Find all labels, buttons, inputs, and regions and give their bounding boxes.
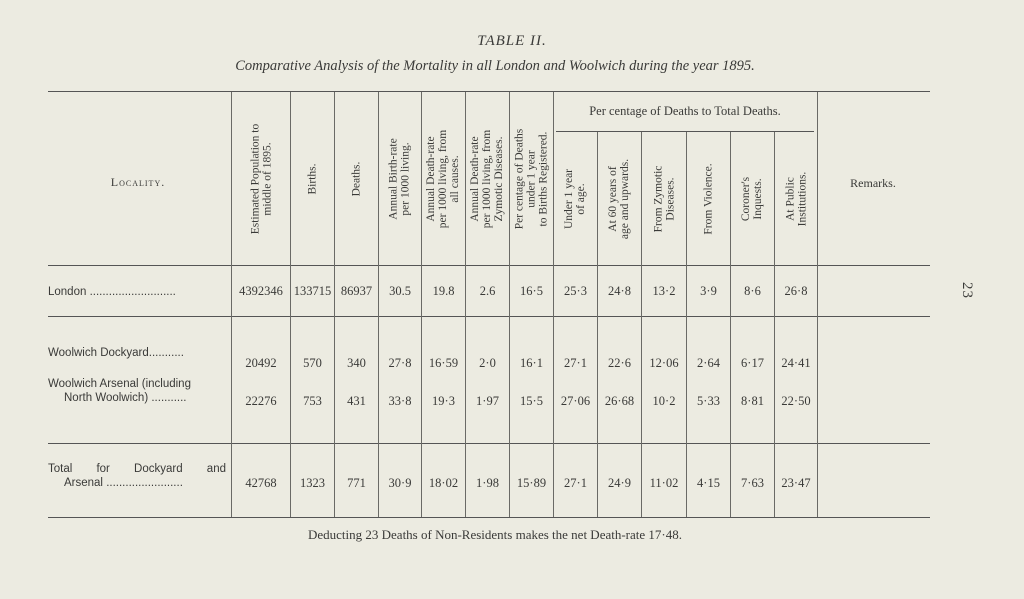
table-cell: 19.8 [432, 284, 455, 298]
header-bottom-rule [48, 265, 930, 266]
row-label-arsenal: Woolwich Arsenal (including North Woolwich) ........... [48, 378, 191, 404]
column-divider [817, 92, 818, 517]
page-number: 23 [959, 282, 975, 299]
bottom-rule [48, 517, 930, 518]
table-cell: 15·5 [520, 394, 543, 408]
header-violence: From Violence. [702, 163, 715, 235]
table-cell: 1323 [300, 476, 325, 490]
table-cell: 27·8 [388, 356, 412, 370]
header-under-1: Under 1 year of age. [563, 168, 588, 230]
table-cell: 16·1 [520, 356, 543, 370]
group-underline [556, 131, 814, 132]
arsenal-bottom-rule [48, 443, 930, 444]
header-population: Estimated Population to middle of 1895. [249, 123, 273, 235]
table-cell: 16·59 [428, 356, 459, 370]
table-cell: 753 [303, 394, 322, 408]
table-cell: 431 [347, 394, 366, 408]
table-cell: 26·68 [604, 394, 635, 408]
table-cell: 771 [347, 476, 366, 490]
header-zymotic: From Zymotic Diseases. [652, 165, 677, 233]
table-cell: 11·02 [649, 476, 679, 490]
table-cell: 24·9 [608, 476, 631, 490]
header-public-institutions: At Public Institutions. [784, 171, 809, 227]
table-cell: 8·6 [744, 284, 761, 298]
table-cell: 1·97 [476, 394, 499, 408]
table-cell: 3·9 [700, 284, 717, 298]
header-deaths: Deaths. [350, 161, 363, 197]
table-cell: 30.5 [389, 284, 411, 298]
table-cell: 6·17 [741, 356, 764, 370]
row-label-total: Total for Dockyard and Arsenal ........................ [48, 463, 226, 489]
header-percentage-group: Per centage of Deaths to Total Deaths. [589, 104, 781, 118]
table-cell: 30·9 [388, 476, 412, 490]
table-cell: 15·89 [516, 476, 547, 490]
table-cell: 27·1 [564, 356, 587, 370]
table-cell: 24·41 [781, 356, 811, 370]
header-infant-percentage: Per centage of Deaths under 1 year to Births Registered. [513, 128, 550, 230]
table-cell: 27·1 [564, 476, 587, 490]
header-locality: Locality. [110, 175, 166, 189]
table-cell: 22276 [245, 394, 277, 408]
table-cell: 133715 [293, 284, 332, 298]
table-title: TABLE II. [477, 33, 547, 49]
table-cell: 25·3 [564, 284, 587, 298]
header-births: Births. [306, 163, 319, 195]
table-cell: 1·98 [476, 476, 499, 490]
table-cell: 5·33 [697, 394, 720, 408]
table-cell: 20492 [245, 356, 277, 370]
table-cell: 2.6 [479, 284, 496, 298]
table-cell: 22·6 [608, 356, 631, 370]
table-cell: 24·8 [608, 284, 631, 298]
table-cell: 16·5 [520, 284, 543, 298]
table-cell: 33·8 [388, 394, 412, 408]
table-cell: 2·0 [479, 356, 496, 370]
table-subtitle: Comparative Analysis of the Mortality in all London and Woolwich during the year 1895. [235, 58, 755, 74]
header-death-rate: Annual Death-rate per 1000 living, from all causes. [425, 129, 462, 229]
header-over-60: At 60 years of age and upwards. [607, 158, 632, 240]
table-cell: 10·2 [652, 394, 676, 408]
header-remarks: Remarks. [850, 176, 896, 190]
table-cell: 7·63 [741, 476, 764, 490]
table-cell: 18·02 [428, 476, 459, 490]
header-coroner: Coroner's Inquests. [740, 176, 765, 222]
table-cell: 26·8 [784, 284, 808, 298]
london-bottom-rule [48, 316, 930, 317]
table-cell: 8·81 [741, 394, 764, 408]
table-cell: 86937 [340, 284, 373, 298]
table-cell: 22·50 [781, 394, 811, 408]
table-cell: 570 [303, 356, 322, 370]
header-zymotic-rate: Annual Death-rate per 1000 living, from Zymotic Diseases. [469, 129, 506, 229]
table-cell: 23·47 [781, 476, 811, 490]
table-cell: 4·15 [697, 476, 720, 490]
row-label-london: London ........................... [48, 286, 176, 298]
table-cell: 42768 [245, 476, 277, 490]
table-cell: 27·06 [560, 394, 591, 408]
table-cell: 340 [347, 356, 366, 370]
footnote: Deducting 23 Deaths of Non-Residents makes the net Death-rate 17·48. [307, 527, 682, 542]
table-cell: 13·2 [652, 284, 676, 298]
table-cell: 4392346 [239, 284, 283, 298]
table-cell: 2·64 [697, 356, 720, 370]
row-label-dockyard: Woolwich Dockyard........... [48, 347, 184, 359]
top-rule [48, 91, 930, 92]
header-birth-rate: Annual Birth-rate per 1000 living. [388, 138, 412, 220]
table-cell: 12·06 [649, 356, 679, 370]
table-cell: 19·3 [432, 394, 455, 408]
